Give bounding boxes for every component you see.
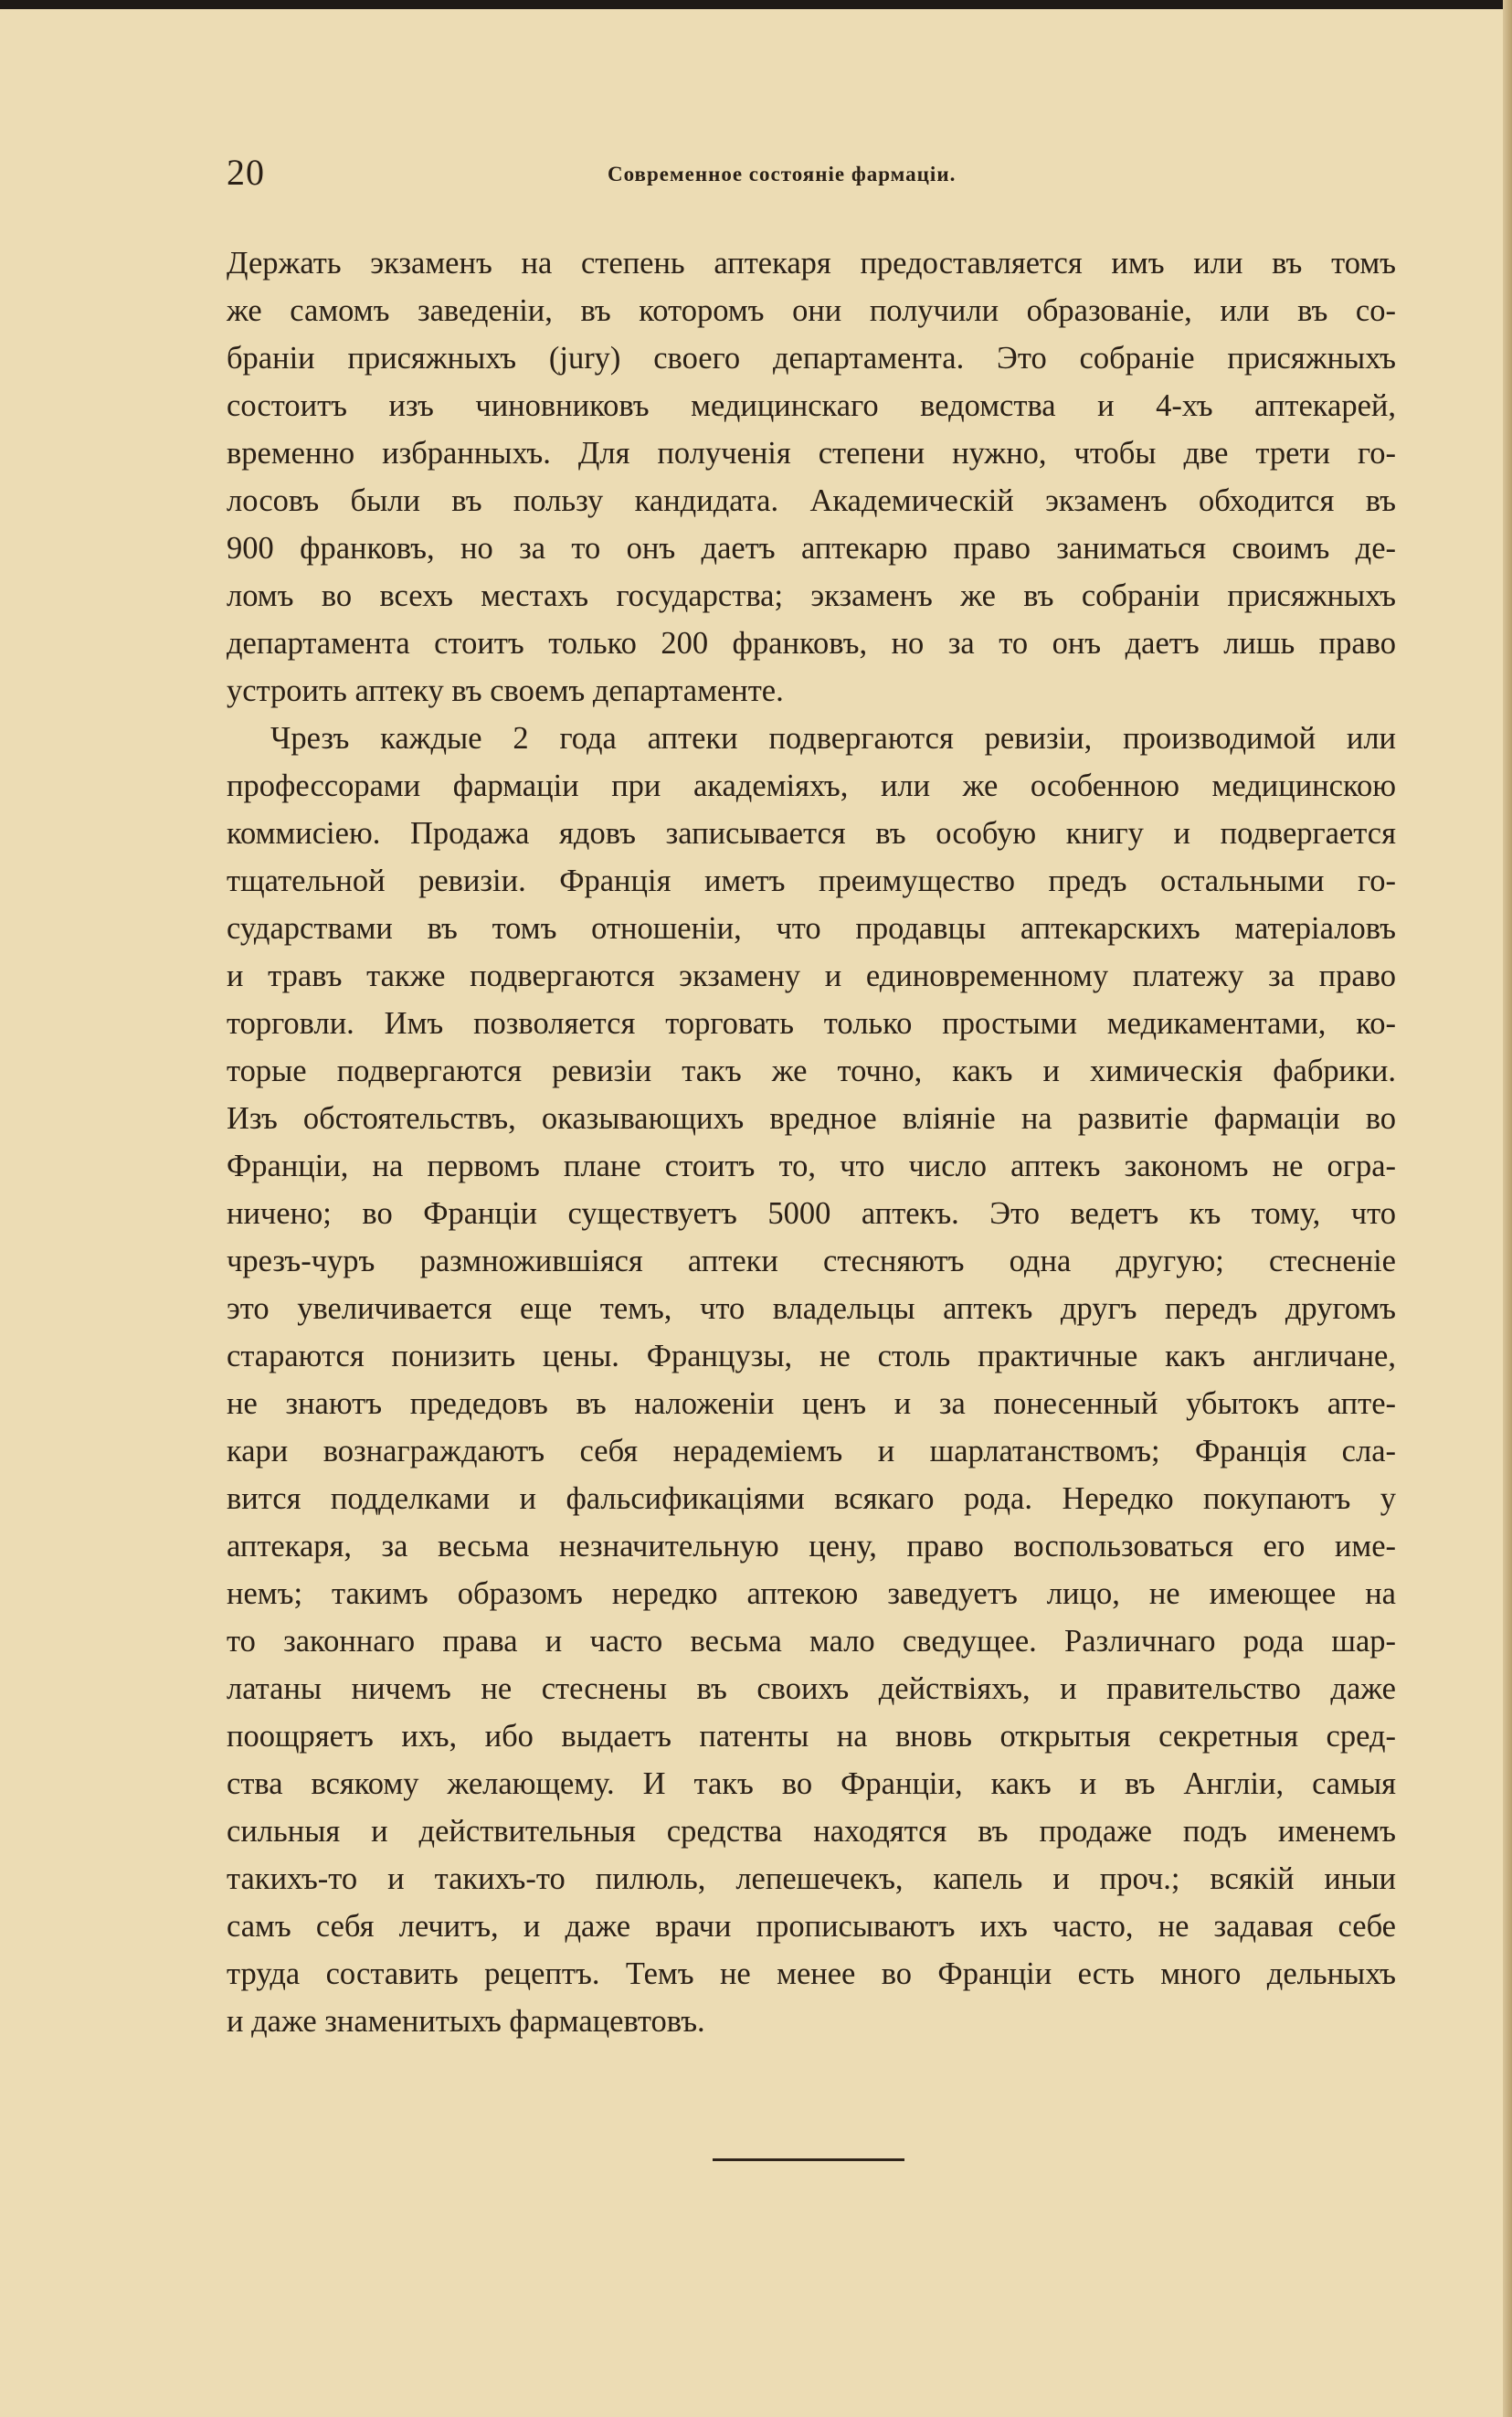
text-line: торые подвергаются ревизіи такъ же точно, какъ и химическія фабрики. <box>227 1054 1396 1088</box>
text-line: департамента стоитъ только 200 франковъ, но за то онъ даетъ лишь право <box>227 626 1396 661</box>
text-line: то законнаго права и часто весьма мало сведущее. Различнаго рода шар- <box>227 1624 1396 1659</box>
running-head: Современное состояніе фармаціи. <box>608 163 957 186</box>
text-line: лосовъ были въ пользу кандидата. Академическій экзаменъ обходится въ <box>227 483 1396 518</box>
text-line: такихъ-то и такихъ-то пилюль, лепешечекъ, капель и проч.; всякій иныи <box>227 1861 1396 1896</box>
text-line: это увеличивается еще темъ, что владельцы аптекъ другъ передъ другомъ <box>227 1291 1396 1326</box>
text-line: сильныя и действительныя средства находятся въ продаже подъ именемъ <box>227 1814 1396 1849</box>
text-line: состоитъ изъ чиновниковъ медицинскаго ведомства и 4-хъ аптекарей, <box>227 388 1396 423</box>
text-line: же самомъ заведеніи, въ которомъ они получили образованіе, или въ со- <box>227 293 1396 328</box>
paragraph-1 <box>227 239 1396 715</box>
text-line: Изъ обстоятельствъ, оказывающихъ вредное вліяніе на развитіе фармаціи во <box>227 1101 1396 1136</box>
text-line: ства всякому желающему. И такъ во Франціи, какъ и въ Англіи, самыя <box>227 1766 1396 1801</box>
text-line: и даже знаменитыхъ фармацевтовъ. <box>227 2004 705 2039</box>
text-line: Франціи, на первомъ плане стоитъ то, что число аптекъ закономъ не огра- <box>227 1149 1396 1183</box>
text-line: 900 франковъ, но за то онъ даетъ аптекарю право заниматься своимъ де- <box>227 531 1396 566</box>
text-line: ничено; во Франціи существуетъ 5000 аптекъ. Это ведетъ къ тому, что <box>227 1196 1396 1231</box>
text-line: Держать экзаменъ на степень аптекаря предоставляется имъ или въ томъ <box>227 246 1396 281</box>
text-line: Чрезъ каждые 2 года аптеки подвергаются ревизіи, производимой или <box>270 721 1396 756</box>
text-line: профессорами фармаціи при академіяхъ, или же особенною медицинскою <box>227 769 1396 803</box>
text-line: устроить аптеку въ своемъ департаменте. <box>227 673 784 708</box>
text-line: торговли. Имъ позволяется торговать только простыми медикаментами, ко- <box>227 1006 1396 1041</box>
text-line: временно избранныхъ. Для полученія степени нужно, чтобы две трети го- <box>227 436 1396 471</box>
end-rule <box>713 2158 904 2161</box>
text-line: не знаютъ предедовъ въ наложеніи ценъ и за понесенный убытокъ апте- <box>227 1386 1396 1421</box>
text-line: чрезъ-чуръ размножившіяся аптеки стесняютъ одна другую; стесненіе <box>227 1244 1396 1278</box>
text-line: аптекаря, за весьма незначительную цену, право воспользоваться его име- <box>227 1529 1396 1564</box>
text-line: ломъ во всехъ местахъ государства; экзаменъ же въ собраніи присяжныхъ <box>227 578 1396 613</box>
text-line: вится подделками и фальсификаціями всякаго рода. Нередко покупаютъ у <box>227 1481 1396 1516</box>
paragraph-2 <box>227 715 1396 2045</box>
text-line: стараются понизить цены. Французы, не столь практичные какъ англичане, <box>227 1339 1396 1373</box>
text-line: латаны ничемъ не стеснены въ своихъ действіяхъ, и правительство даже <box>227 1671 1396 1706</box>
scan-top-edge <box>0 0 1512 9</box>
text-line: и травъ также подвергаются экзамену и единовременному платежу за право <box>227 959 1396 993</box>
text-line: сударствами въ томъ отношеніи, что продавцы аптекарскихъ матеріаловъ <box>227 911 1396 946</box>
page-number: 20 <box>227 152 265 193</box>
text-line: труда составить рецептъ. Темъ не менее во Франціи есть много дельныхъ <box>227 1956 1396 1991</box>
body-text <box>227 239 1396 2045</box>
scan-right-edge <box>1503 0 1512 2417</box>
text-line: самъ себя лечитъ, и даже врачи прописываютъ ихъ часто, не задавая себе <box>227 1909 1396 1944</box>
text-line: немъ; такимъ образомъ нередко аптекою заведуетъ лицо, не имеющее на <box>227 1576 1396 1611</box>
text-line: тщательной ревизіи. Франція иметъ преимущество предъ остальными го- <box>227 864 1396 898</box>
text-line: кари вознаграждаютъ себя нерадеміемъ и шарлатанствомъ; Франція сла- <box>227 1434 1396 1468</box>
text-line: поощряетъ ихъ, ибо выдаетъ патенты на вновь открытыя секретныя сред- <box>227 1719 1396 1754</box>
text-line: браніи присяжныхъ (jury) своего департамента. Это собраніе присяжныхъ <box>227 341 1396 376</box>
text-line: коммисіею. Продажа ядовъ записывается въ особую книгу и подвергается <box>227 816 1396 851</box>
